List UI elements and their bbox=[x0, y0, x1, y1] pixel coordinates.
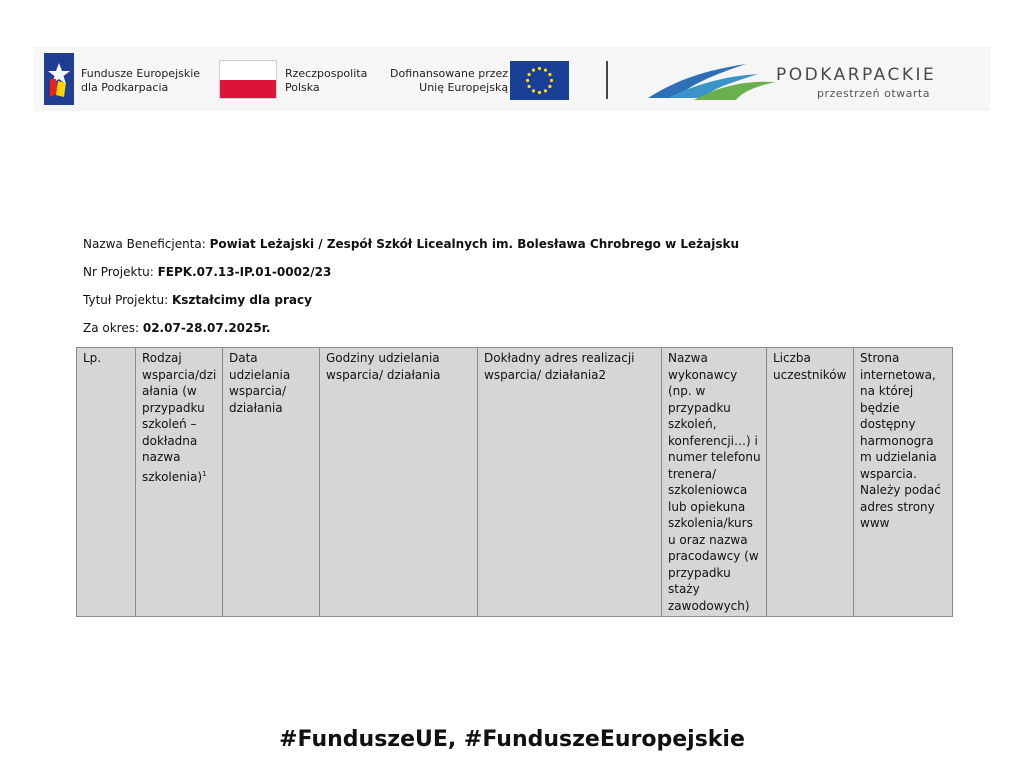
eu-star-icon bbox=[548, 73, 551, 76]
eu-star-icon bbox=[526, 79, 529, 82]
col-header-website bbox=[854, 348, 953, 617]
eu-star-icon bbox=[528, 85, 531, 88]
eu-funding-label bbox=[390, 67, 508, 95]
podkarpackie-swoosh-icon bbox=[646, 58, 786, 100]
col-header-support-type bbox=[136, 348, 223, 617]
eu-label-line2: Unię Europejską bbox=[419, 81, 509, 94]
col-header-address bbox=[478, 348, 662, 617]
beneficiary-line bbox=[83, 237, 739, 251]
eu-star-icon bbox=[538, 67, 541, 70]
footnote-mark: 1 bbox=[202, 469, 207, 478]
col-header-address-text: Dokładny adres realizacji wsparcia/ działania2 bbox=[484, 351, 635, 382]
eu-star-icon bbox=[538, 91, 541, 94]
beneficiary-label: Nazwa Beneficjenta: bbox=[83, 237, 206, 251]
fe-label-line2: dla Podkarpacia bbox=[81, 81, 169, 94]
table-header-row bbox=[77, 348, 953, 617]
podkarpackie-tagline: przestrzeń otwarta bbox=[817, 87, 930, 100]
podkarpackie-name: PODKARPACKIE bbox=[776, 65, 937, 85]
col-header-hours-text: Godziny udzielania wsparcia/ działania bbox=[326, 351, 441, 382]
fundusze-europejskie-label bbox=[81, 67, 200, 95]
eu-flag-icon bbox=[510, 61, 569, 100]
col-header-participants bbox=[767, 348, 854, 617]
col-header-participants-text: Liczba uczestników bbox=[773, 351, 847, 382]
beneficiary-value: Powiat Leżajski / Zespół Szkół Licealnych im. Bolesława Chrobrego w Leżajsku bbox=[209, 237, 739, 251]
eu-star-icon bbox=[544, 69, 547, 72]
eu-label-line1: Dofinansowane przez bbox=[390, 67, 509, 80]
eu-star-icon bbox=[528, 73, 531, 76]
project-title-line bbox=[83, 293, 312, 307]
eu-star-icon bbox=[544, 89, 547, 92]
col-header-support-type-text: Rodzaj wsparcia/dzi ałania (w przypadku szkoleń – dokładna nazwa szkolenia) bbox=[142, 351, 217, 484]
col-header-contractor-text: Nazwa wykonawcy (np. w przypadku szkoleń, konferencji…) i numer telefonu trenera/ szkoleniowca lub opiekuna szkolenia/kurs u oraz nazwa pracodawcy (w przypadku staży zawodowych) bbox=[668, 351, 761, 613]
col-header-date-text: Data udzielania wsparcia/ działania bbox=[229, 351, 291, 415]
eu-star-icon bbox=[550, 79, 553, 82]
fundusze-europejskie-logo-icon bbox=[44, 53, 74, 105]
pl-label-line2: Polska bbox=[285, 81, 320, 94]
hashtags-footer: #FunduszeUE, #FunduszeEuropejskie bbox=[279, 727, 745, 752]
eu-star-icon bbox=[532, 69, 535, 72]
fe-label-line1: Fundusze Europejskie bbox=[81, 67, 201, 80]
col-header-contractor bbox=[662, 348, 767, 617]
rzeczpospolita-label bbox=[285, 67, 367, 95]
eu-star-icon bbox=[532, 89, 535, 92]
period-line bbox=[83, 321, 270, 335]
col-header-lp bbox=[77, 348, 136, 617]
col-header-website-text: Strona internetowa, na której będzie dostępny harmonogra m udzielania wsparcia. Należy podać adres strony www bbox=[860, 351, 941, 530]
project-title-label: Tytuł Projektu: bbox=[83, 293, 169, 307]
period-label: Za okres: bbox=[83, 321, 140, 335]
polish-flag-icon bbox=[219, 60, 277, 99]
col-header-date bbox=[223, 348, 320, 617]
project-title-value: Kształcimy dla pracy bbox=[171, 293, 312, 307]
project-number-label: Nr Projektu: bbox=[83, 265, 154, 279]
logo-strip bbox=[34, 47, 990, 111]
pl-label-line1: Rzeczpospolita bbox=[285, 67, 368, 80]
period-value: 02.07-28.07.2025r. bbox=[142, 321, 271, 335]
project-number-value: FEPK.07.13-IP.01-0002/23 bbox=[157, 265, 332, 279]
col-header-hours bbox=[320, 348, 478, 617]
support-schedule-table bbox=[76, 347, 953, 617]
col-header-lp-text: Lp. bbox=[83, 351, 102, 365]
eu-star-icon bbox=[548, 85, 551, 88]
project-number-line bbox=[83, 265, 331, 279]
logo-divider bbox=[606, 61, 608, 99]
